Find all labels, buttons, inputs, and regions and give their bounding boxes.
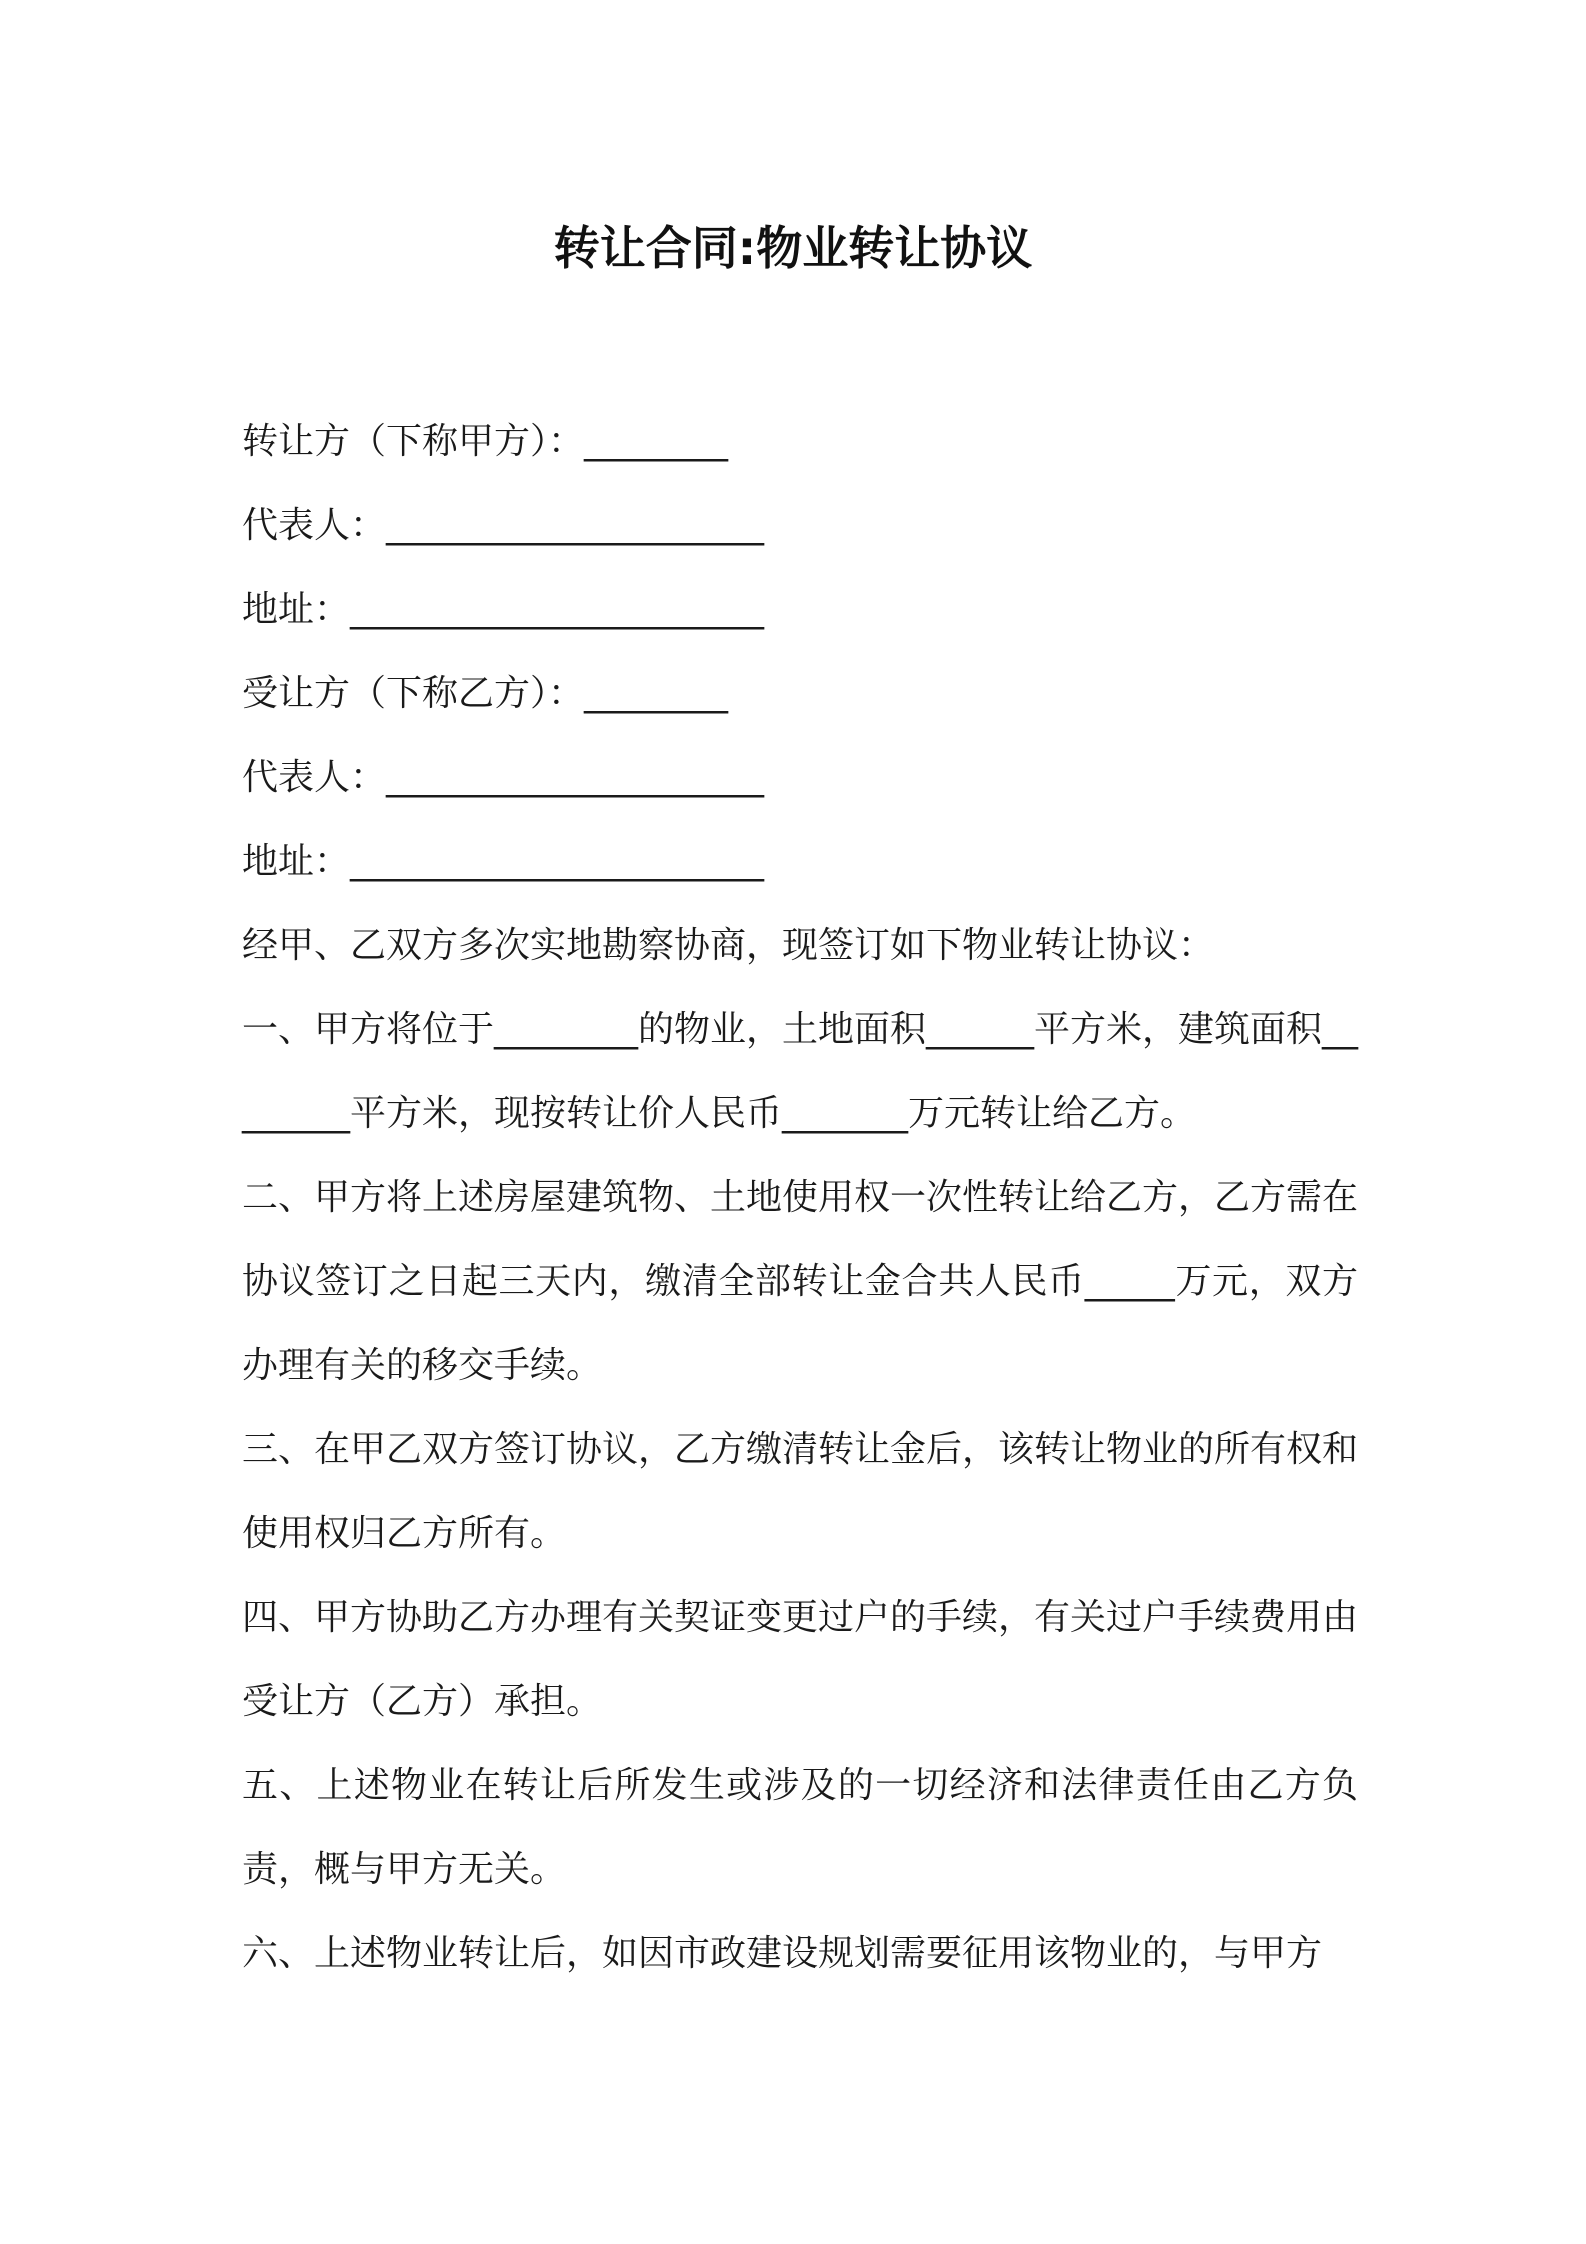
party-a-address-field: 地址：_______________________ (242, 589, 765, 630)
document-title: 转让合同:物业转让协议 (553, 221, 1033, 275)
party-a-representative-field: 代表人：_____________________ (242, 505, 765, 546)
clause-6: 六、上述物业转让后，如因市政建设规划需要征用该物业的，与甲方 (242, 1933, 1323, 1974)
clause-5: 五、上述物业在转让后所发生或涉及的一切经济和法律责任由乙方负责，概与甲方无关。 (242, 1765, 1358, 1890)
document-body (242, 400, 1358, 1996)
party-a-field: 转让方（下称甲方）：________ (242, 421, 729, 462)
party-b-representative-field: 代表人：_____________________ (242, 757, 765, 798)
clause-4: 四、甲方协助乙方办理有关契证变更过户的手续，有关过户手续费用由受让方（乙方）承担。 (242, 1597, 1359, 1722)
party-b-field: 受让方（下称乙方）：________ (242, 673, 729, 714)
intro-paragraph: 经甲、乙双方多次实地勘察协商，现签订如下物业转让协议： (242, 925, 1215, 966)
clause-1: 一、甲方将位于________的物业，土地面积______平方米，建筑面积________平方米，现按转让价人民币_______万元转让给乙方。 (242, 1009, 1359, 1134)
clause-3: 三、在甲乙双方签订协议，乙方缴清转让金后，该转让物业的所有权和使用权归乙方所有。 (242, 1429, 1359, 1554)
party-b-address-field: 地址：_______________________ (242, 841, 765, 882)
clause-2: 二、甲方将上述房屋建筑物、土地使用权一次性转让给乙方，乙方需在协议签订之日起三天内，缴清全部转让金合共人民币_____万元，双方办理有关的移交手续。 (242, 1177, 1359, 1386)
